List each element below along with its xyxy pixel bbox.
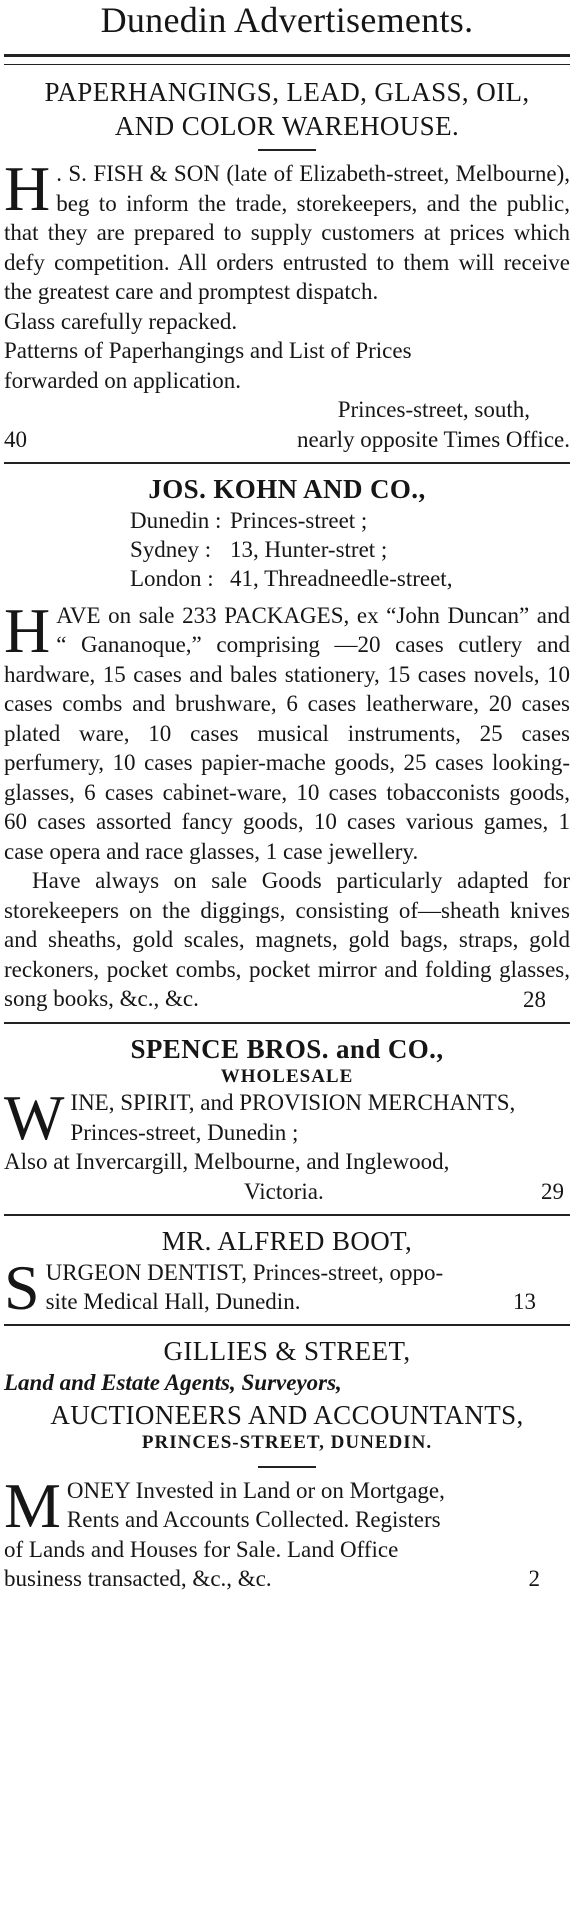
ad1-footer (4, 425, 570, 454)
ad5-subtitle: Land and Estate Agents, Surveyors, (4, 1370, 342, 1395)
ad1-address1: Princes-street, south, (337, 397, 530, 422)
ad3-body: W INE, SPIRIT, and PROVISION MERCHANTS, Princes-street, Dunedin ; (4, 1082, 516, 1153)
ad5-address: PRINCES-STREET, DUNEDIN. (141, 1431, 433, 1453)
ad-spence-bros (4, 1032, 570, 1206)
ad1-patterns2: forwarded on application. (4, 367, 241, 393)
ad5-divider (258, 1466, 316, 1468)
ad1-title-line1: PAPERHANGINGS, LEAD, GLASS, OIL, (44, 77, 530, 107)
ad5-body: M ONEY Invested in Land or on Mortgage, Rents and Accounts Collected. Registers (4, 1469, 445, 1541)
ad2-title: JOS. KOHN AND CO., (148, 473, 426, 504)
ad5-footer: business transacted, &c., &c. 2 (4, 1566, 540, 1591)
ad-divider-rule (4, 1214, 570, 1216)
ad2-address-dunedin: Dunedin : Princes-street ; (130, 507, 368, 533)
ad1-body (4, 153, 570, 307)
ad5-dropcap: M (4, 1469, 61, 1541)
ad1-title-line2: AND COLOR WAREHOUSE. (114, 111, 460, 141)
ad1-divider (258, 149, 316, 151)
ad-divider-rule (4, 1324, 570, 1326)
ad4-dropcap: S (4, 1251, 40, 1323)
ad2-body (4, 594, 570, 867)
ad4-title: MR. ALFRED BOOT, (161, 1225, 413, 1256)
ad1-number: 40 (4, 426, 27, 452)
ad3-dropcap: W (4, 1082, 65, 1153)
ad-gillies-street: GILLIES & STREET, Land and Estate Agents, Surveyors, AUCTIONEERS AND ACCOUNTANTS, PRINCES-STREET, DUNEDIN. M ONEY Invested in Land or on Mortgage, Rents and Accounts Collected. Registers of Lands and Houses for Sale. Land Office business transacted, &c., &c. 2 (4, 1334, 570, 1593)
ad4-body: S URGEON DENTIST, Princes-street, oppo- site Medical Hall, Dunedin. 13 (4, 1251, 536, 1323)
ad2-address-sydney: Sydney : 13, Hunter-stret ; (130, 536, 388, 562)
ad2-address-london: London : 41, Threadneedle-street, (130, 565, 453, 591)
ad5-number: 2 (528, 1566, 540, 1591)
ad1-dropcap: H (4, 153, 51, 224)
ad1-address2: nearly opposite Times Office. (297, 426, 570, 452)
ad-divider-rule (4, 1022, 570, 1024)
ad3-line3: Also at Invercargill, Melbourne, and Inglewood, (4, 1149, 450, 1174)
ad-alfred-boot (4, 1224, 570, 1323)
ad3-number: 29 (541, 1178, 564, 1204)
ad3-title: SPENCE BROS. and CO., (130, 1034, 444, 1064)
ad-paperhangings (4, 75, 570, 454)
ad2-dropcap: H (4, 594, 51, 666)
header-double-rule (4, 54, 570, 65)
page-header: Dunedin Advertisements. (100, 0, 474, 40)
ad5-title: GILLIES & STREET, (163, 1336, 411, 1366)
ad2-number: 28 (523, 986, 546, 1012)
ad3-subtitle: WHOLESALE (220, 1066, 354, 1087)
ad-jos-kohn (4, 472, 570, 1015)
ad4-number: 13 (513, 1289, 536, 1314)
ad3-footer: Victoria. 29 (244, 1178, 564, 1204)
ad5-title2: AUCTIONEERS AND ACCOUNTANTS, (50, 1399, 524, 1430)
ad1-body-text: . S. FISH & SON (late of Elizabeth-street, Melbourne), beg to inform the trade, storekeepers, and the public, that they are prepared to supply customers at prices which defy competition. All orders entrusted to them will receive the greatest care and promptest dispatch. (4, 161, 570, 304)
ad1-note: Glass carefully repacked. (4, 308, 238, 334)
ad2-body2: Have always on sale Goods particularly adapted for storekeepers on the diggings, consisting of—sheath knives and sheaths, gold scales, magnets, gold bags, straps, gold reckoners, pocket combs, pocket mirror and folding glasses, song books, &c., &c. (4, 868, 570, 1011)
ad-divider-rule (4, 462, 570, 464)
ad1-patterns: Patterns of Paperhangings and List of Prices (4, 338, 412, 363)
ad2-body-text: AVE on sale 233 PACKAGES, ex “John Duncan” and “ Gananoque,” comprising —20 cases cutlery and hardware, 15 cases and bales stationery, 15 cases novels, 10 cases combs and brushware, 6 cases leatherware, 20 cases plated ware, 10 cases musical instruments, 25 cases perfumery, 10 cases papier-mache goods, 25 cases looking-glasses, 6 cases cabinet-ware, 10 cases tobacconists goods, 60 cases assorted fancy goods, 10 cases various games, 1 case opera and race glasses, 1 case jewellery. (4, 602, 570, 864)
